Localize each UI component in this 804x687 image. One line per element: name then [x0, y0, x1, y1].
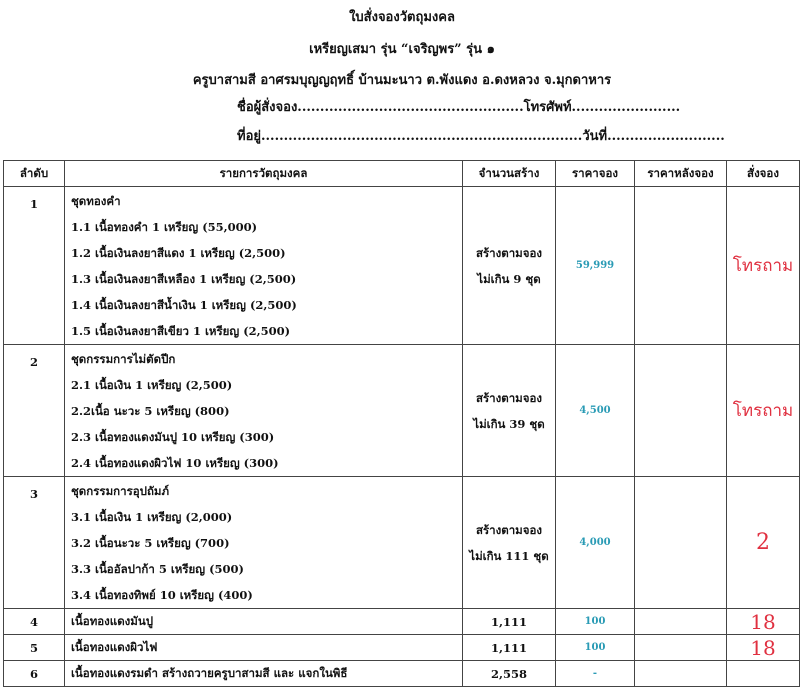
form-title: ใบสั่งจองวัตถุมงคล — [349, 10, 455, 25]
qty-line: ไม่เกิน 39 ชุด — [473, 416, 545, 431]
row-qty — [463, 345, 556, 477]
table-row — [4, 477, 800, 609]
row-price: - — [556, 661, 635, 687]
table-row — [4, 187, 800, 345]
qty-line: สร้างตามจอง — [475, 522, 543, 537]
table-row — [4, 635, 800, 661]
qty-line: สร้างตามจอง — [475, 245, 543, 260]
row-after-price[interactable] — [635, 609, 727, 635]
temple-line: ครูบาสามสี อาศรมบุญญฤทธิ์ บ้านมะนาว ต.พังแดง อ.ดงหลวง จ.มุกดาหาร — [192, 73, 612, 88]
item-line: 1.2 เนื้อเงินลงยาสีแดง 1 เหรียญ (2,500) — [71, 246, 286, 260]
row-qty — [463, 187, 556, 345]
item-line: 1.4 เนื้อเงินลงยาสีน้ำเงิน 1 เหรียญ (2,500) — [71, 298, 297, 312]
row-no: 2 — [4, 345, 65, 477]
row-item: เนื้อทองแดงผิวไฟ — [65, 635, 463, 661]
row-order[interactable]: โทรถาม — [727, 345, 800, 477]
item-line: 2.3 เนื้อทองแดงมันปู 10 เหรียญ (300) — [71, 430, 275, 444]
item-line: 1.1 เนื้อทองคำ 1 เหรียญ (55,000) — [71, 220, 258, 234]
row-after-price[interactable] — [635, 187, 727, 345]
item-line: ชุดกรรมการอุปถัมภ์ — [71, 484, 170, 498]
table-row — [4, 345, 800, 477]
col-header-order: สั่งจอง — [727, 161, 800, 187]
item-line: 3.3 เนื้ออัลปาก้า 5 เหรียญ (500) — [71, 562, 244, 576]
row-item: เนื้อทองแดงมันปู — [65, 609, 463, 635]
row-price: 100 — [556, 609, 635, 635]
col-header-no: ลำดับ — [4, 161, 65, 187]
qty-line: ไม่เกิน 9 ชุด — [477, 271, 541, 286]
row-order[interactable]: โทรถาม — [727, 187, 800, 345]
row-items — [65, 187, 463, 345]
row-no: 5 — [4, 635, 65, 661]
row-after-price[interactable] — [635, 345, 727, 477]
col-header-item: รายการวัตถุมงคล — [65, 161, 463, 187]
orderer-name-phone-line[interactable]: ชื่อผู้สั่งจอง..................................................โทรศัพท์........................ — [237, 100, 681, 115]
row-order[interactable]: 2 — [727, 477, 800, 609]
row-no: 4 — [4, 609, 65, 635]
row-order[interactable]: 18 — [727, 635, 800, 661]
row-after-price[interactable] — [635, 635, 727, 661]
item-line: 1.3 เนื้อเงินลงยาสีเหลือง 1 เหรียญ (2,500) — [71, 272, 297, 286]
item-line: 3.2 เนื้อนะวะ 5 เหรียญ (700) — [71, 536, 230, 550]
row-no: 3 — [4, 477, 65, 609]
table-row — [4, 609, 800, 635]
table-header-row — [4, 161, 800, 187]
row-items — [65, 345, 463, 477]
row-after-price[interactable] — [635, 477, 727, 609]
item-line: 2.1 เนื้อเงิน 1 เหรียญ (2,500) — [71, 378, 233, 392]
row-price: 4,000 — [556, 477, 635, 609]
item-line: ชุดทองคำ — [71, 194, 121, 208]
qty-line: สร้างตามจอง — [475, 390, 543, 405]
row-qty: 2,558 — [463, 661, 556, 687]
row-price: 59,999 — [556, 187, 635, 345]
item-line: 2.2เนื้อ นะวะ 5 เหรียญ (800) — [71, 404, 230, 418]
row-order[interactable]: 18 — [727, 609, 800, 635]
address-date-line[interactable]: ที่อยู่.......................................................................วันที่.......................... — [237, 129, 725, 144]
row-after-price[interactable] — [635, 661, 727, 687]
row-qty: 1,111 — [463, 635, 556, 661]
row-order[interactable] — [727, 661, 800, 687]
row-price: 100 — [556, 635, 635, 661]
item-line: 3.4 เนื้อทองทิพย์ 10 เหรียญ (400) — [71, 588, 253, 602]
row-no: 1 — [4, 187, 65, 345]
table-row — [4, 661, 800, 687]
row-qty: 1,111 — [463, 609, 556, 635]
order-table — [3, 160, 800, 687]
row-no: 6 — [4, 661, 65, 687]
col-header-price: ราคาจอง — [556, 161, 635, 187]
row-qty — [463, 477, 556, 609]
item-line: 1.5 เนื้อเงินลงยาสีเขียว 1 เหรียญ (2,500) — [71, 324, 291, 338]
col-header-qty: จำนวนสร้าง — [463, 161, 556, 187]
row-item: เนื้อทองแดงรมดำ สร้างถวายครูบาสามสี และ แจกในพิธี — [65, 661, 463, 687]
form-subtitle: เหรียญเสมา รุ่น “เจริญพร” รุ่น ๑ — [309, 42, 495, 57]
item-line: 2.4 เนื้อทองแดงผิวไฟ 10 เหรียญ (300) — [71, 456, 279, 470]
item-line: ชุดกรรมการไม่ตัดปีก — [71, 352, 176, 366]
col-header-after-price: ราคาหลังจอง — [635, 161, 727, 187]
row-items — [65, 477, 463, 609]
row-price: 4,500 — [556, 345, 635, 477]
item-line: 3.1 เนื้อเงิน 1 เหรียญ (2,000) — [71, 510, 233, 524]
qty-line: ไม่เกิน 111 ชุด — [469, 548, 549, 563]
